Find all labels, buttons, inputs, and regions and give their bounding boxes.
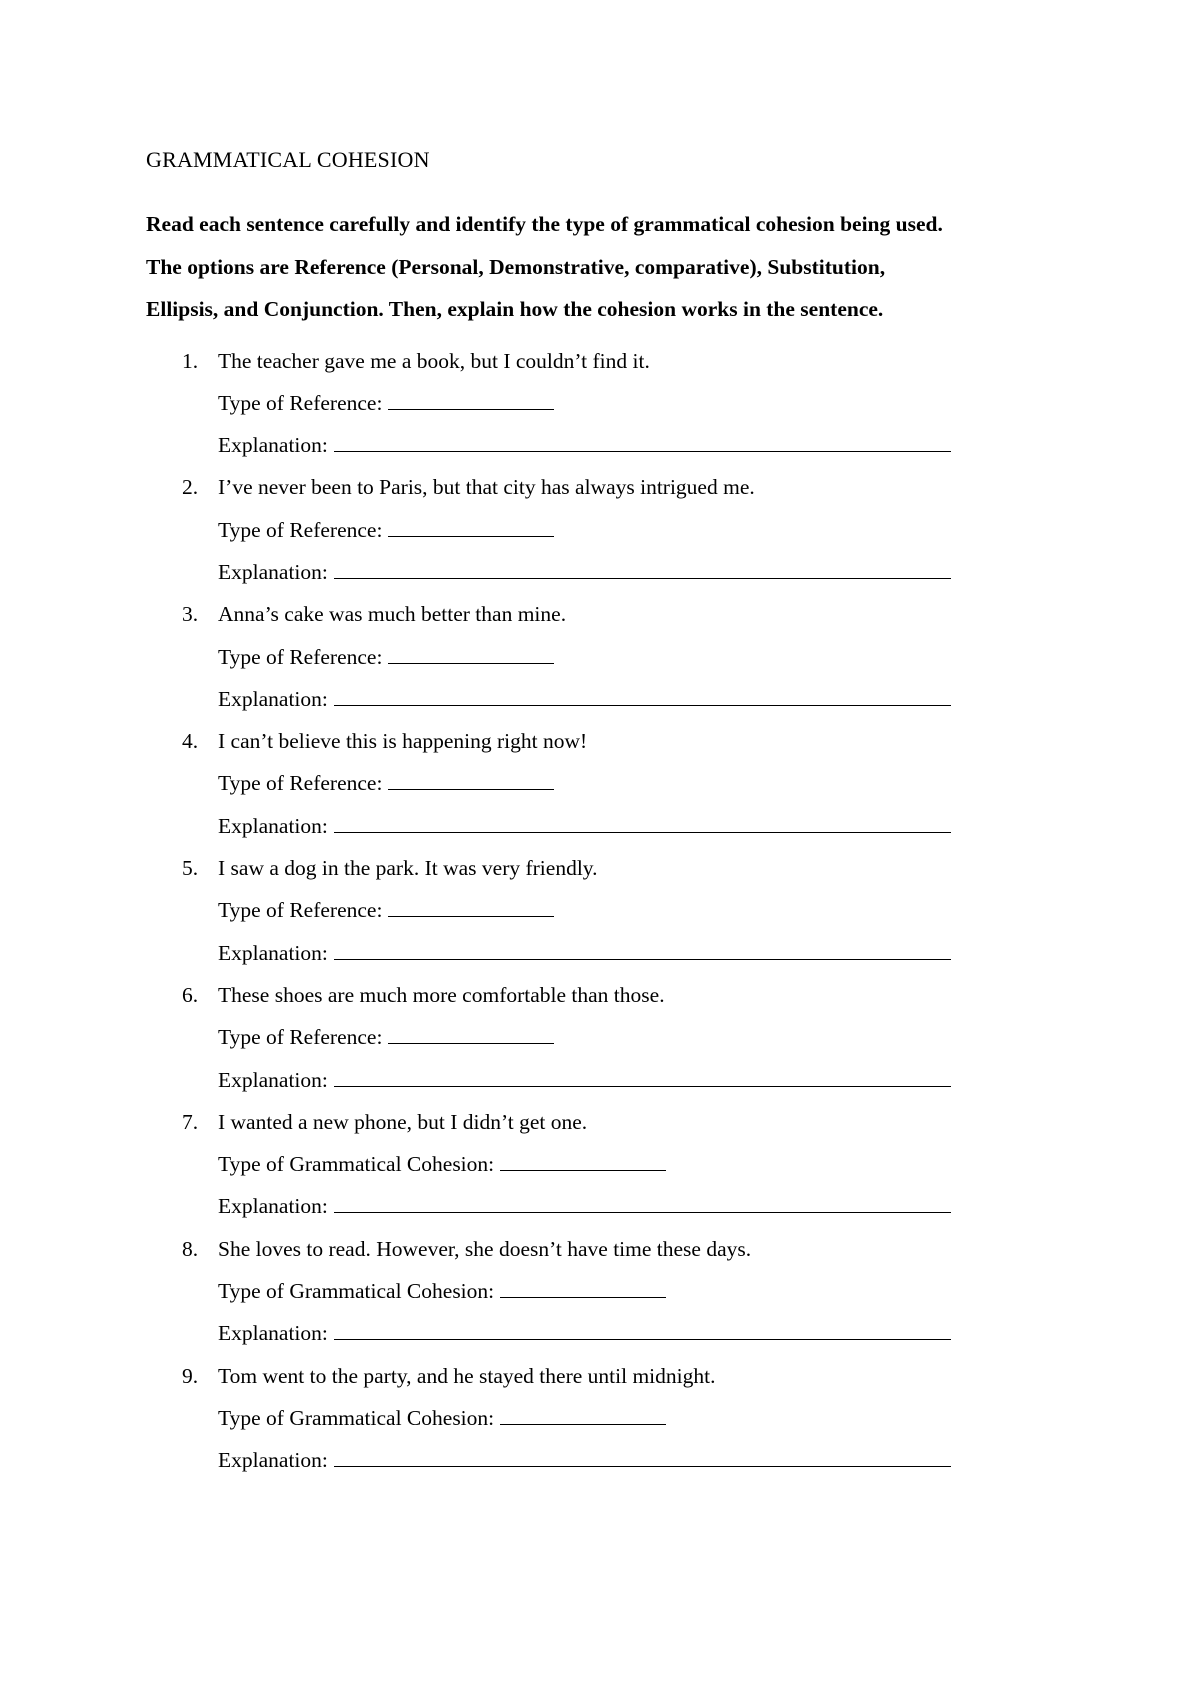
question-sentence: I wanted a new phone, but I didn’t get one. [218, 1109, 588, 1134]
question-item [146, 720, 1086, 847]
type-answer-blank[interactable] [500, 1152, 666, 1171]
question-sentence: Anna’s cake was much better than mine. [218, 602, 567, 627]
type-label: Type of Reference: [218, 390, 383, 415]
type-answer-blank[interactable] [500, 1279, 666, 1298]
explanation-label: Explanation: [218, 433, 328, 458]
explanation-answer-blank[interactable] [334, 560, 951, 579]
question-number: 7. [182, 1109, 199, 1134]
type-label: Type of Reference: [218, 771, 383, 796]
question-sentence: I saw a dog in the park. It was very friendly. [218, 856, 598, 881]
question-number: 6. [182, 982, 199, 1007]
explanation-answer-blank[interactable] [334, 1194, 951, 1213]
question-number: 5. [182, 856, 199, 881]
question-item [146, 340, 1086, 467]
explanation-answer-blank[interactable] [334, 687, 951, 706]
explanation-label: Explanation: [218, 1448, 328, 1473]
explanation-label: Explanation: [218, 1194, 328, 1219]
type-label: Type of Grammatical Cohesion: [218, 1279, 495, 1304]
instructions-line: Ellipsis, and Conjunction. Then, explain how the cohesion works in the sentence. [146, 297, 884, 321]
question-item [146, 593, 1086, 720]
question-sentence: I’ve never been to Paris, but that city has always intrigued me. [218, 475, 755, 500]
question-list [146, 340, 1086, 1482]
instructions-line: Read each sentence carefully and identify the type of grammatical cohesion being used. [146, 212, 943, 236]
type-label: Type of Grammatical Cohesion: [218, 1152, 495, 1177]
type-answer-blank[interactable] [388, 645, 554, 664]
explanation-answer-blank[interactable] [334, 1321, 951, 1340]
instructions-line: The options are Reference (Personal, Demonstrative, comparative), Substitution, [146, 254, 886, 279]
question-sentence: These shoes are much more comfortable than those. [218, 982, 665, 1007]
type-label: Type of Reference: [218, 644, 383, 669]
type-label: Type of Reference: [218, 898, 383, 923]
explanation-label: Explanation: [218, 686, 328, 711]
type-answer-blank[interactable] [500, 1406, 666, 1425]
question-item [146, 466, 1086, 593]
question-sentence: Tom went to the party, and he stayed there until midnight. [218, 1363, 716, 1388]
type-answer-blank[interactable] [388, 391, 554, 410]
instructions [146, 203, 1086, 331]
type-label: Type of Reference: [218, 1025, 383, 1050]
question-number: 4. [182, 729, 199, 754]
type-answer-blank[interactable] [388, 518, 554, 537]
question-number: 1. [182, 348, 199, 373]
question-sentence: I can’t believe this is happening right now! [218, 729, 588, 754]
type-label: Type of Grammatical Cohesion: [218, 1405, 495, 1430]
question-item [146, 974, 1086, 1101]
type-answer-blank[interactable] [388, 898, 554, 917]
explanation-answer-blank[interactable] [334, 1068, 951, 1087]
explanation-label: Explanation: [218, 1321, 328, 1346]
question-item [146, 1101, 1086, 1228]
explanation-answer-blank[interactable] [334, 1448, 951, 1467]
explanation-label: Explanation: [218, 813, 328, 838]
type-answer-blank[interactable] [388, 771, 554, 790]
explanation-label: Explanation: [218, 559, 328, 584]
explanation-answer-blank[interactable] [334, 941, 951, 960]
question-sentence: She loves to read. However, she doesn’t have time these days. [218, 1236, 752, 1261]
question-number: 3. [182, 602, 199, 627]
explanation-answer-blank[interactable] [334, 814, 951, 833]
question-item [146, 1355, 1086, 1482]
question-sentence: The teacher gave me a book, but I couldn’t find it. [218, 348, 650, 373]
explanation-label: Explanation: [218, 940, 328, 965]
worksheet-page [146, 145, 1086, 1482]
question-item [146, 1228, 1086, 1355]
question-number: 8. [182, 1236, 199, 1261]
explanation-answer-blank[interactable] [334, 433, 951, 452]
question-item [146, 847, 1086, 974]
type-answer-blank[interactable] [388, 1025, 554, 1044]
explanation-label: Explanation: [218, 1067, 328, 1092]
type-label: Type of Reference: [218, 517, 383, 542]
question-number: 9. [182, 1363, 199, 1388]
worksheet-title: GRAMMATICAL COHESION [146, 147, 430, 172]
question-number: 2. [182, 475, 199, 500]
